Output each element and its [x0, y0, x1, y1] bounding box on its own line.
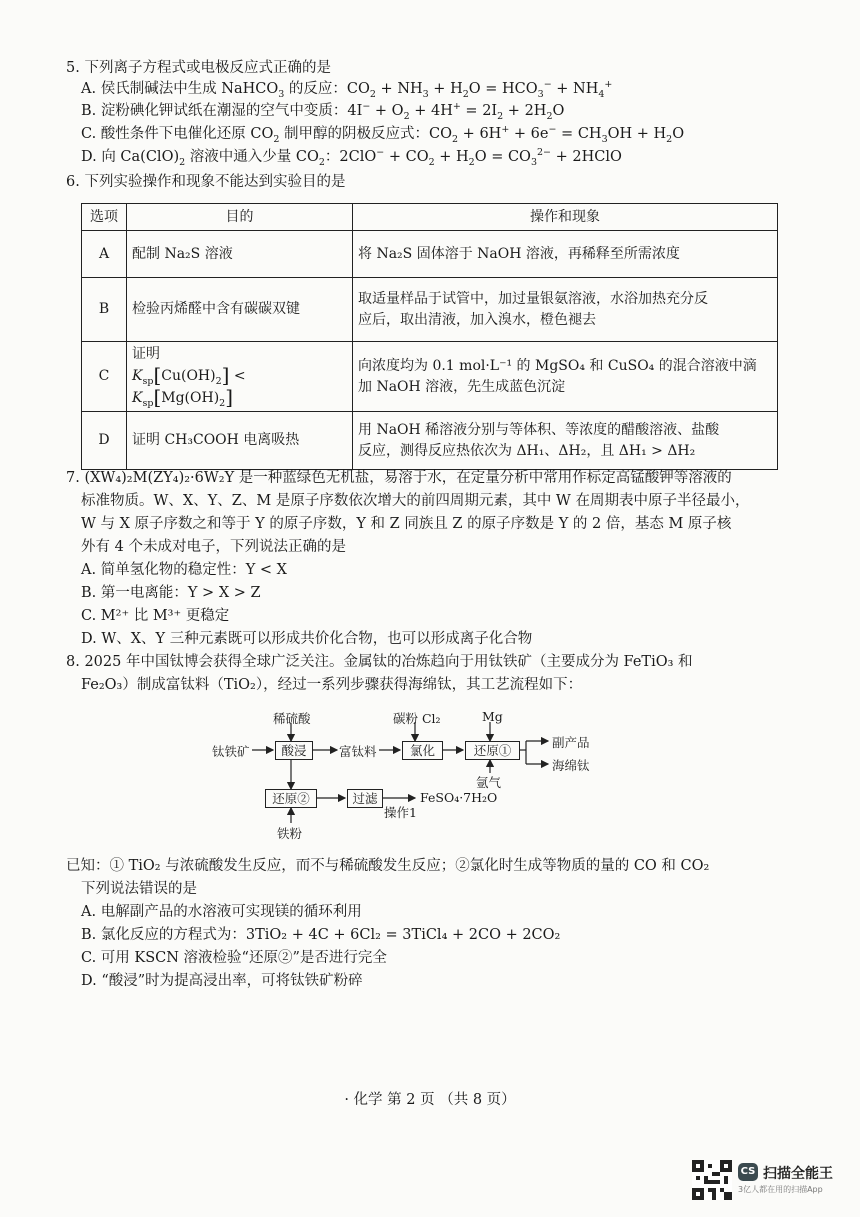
flow-dilute-sulfuric-acid: 稀硫酸	[273, 711, 311, 726]
cs-logo: CS	[738, 1163, 758, 1181]
flow-filter-box: 过滤	[347, 789, 383, 808]
q8-option-b: B. 氯化反应的方程式为：3TiO₂ + 4C + 6Cl₂ = 3TiCl₄ + 2CO + 2CO₂	[81, 927, 561, 943]
q5-option-b: B. 淀粉碘化钾试纸在潮湿的空气中变质：$4I^- + O_2 + 4H^+ = 2I_2 + 2H_2O$	[81, 101, 565, 122]
row-goal: 配制 Na₂S 溶液	[127, 231, 353, 278]
flow-sponge-titanium: 海绵钛	[552, 758, 590, 773]
q8-known-line2: 下列说法错误的是	[81, 881, 197, 897]
q7-stem-line4: 外有 4 个未成对电子，下列说法正确的是	[81, 539, 346, 555]
q5-stem: 5. 下列离子方程式或电极反应式正确的是	[66, 60, 331, 76]
table-row	[82, 342, 778, 412]
row-goal: 检验丙烯醛中含有碳碳双键	[127, 278, 353, 342]
table-row	[82, 278, 778, 342]
row-option: C	[82, 342, 127, 412]
page-footer: · 化学 第 2 页 （共 8 页）	[344, 1092, 516, 1108]
q6-stem: 6. 下列实验操作和现象不能达到实验目的是	[66, 174, 346, 190]
q6-table	[81, 203, 778, 470]
q7-option-a: A. 简单氢化物的稳定性：Y < X	[81, 562, 287, 578]
header-goal: 目的	[127, 204, 353, 231]
q8-stem-line2: Fe₂O₃）制成富钛料（TiO₂），经过一系列步骤获得海绵钛，其工艺流程如下：	[81, 677, 583, 693]
row-option: D	[82, 412, 127, 470]
flow-byproduct: 副产品	[552, 735, 590, 750]
q7-stem-line3: W 与 X 原子序数之和等于 Y 的原子序数，Y 和 Z 同族且 Z 的原子序数是 Y 的 2 倍，基态 M 原子核	[81, 516, 732, 532]
qr-code-icon	[692, 1160, 732, 1200]
flow-reduction2-box: 还原②	[265, 789, 317, 808]
row-operation: 取适量样品于试管中，加过量银氨溶液，水浴加热充分反 应后，取出清液，加入溴水，橙色褪去	[353, 278, 778, 342]
q8-stem-line1: 8. 2025 年中国钛博会获得全球广泛关注。金属钛的冶炼趋向于用钛铁矿（主要成分为 FeTiO₃ 和	[66, 654, 693, 670]
flow-mg: Mg	[482, 709, 503, 724]
header-option: 选项	[82, 204, 127, 231]
row-operation: 用 NaOH 稀溶液分别与等体积、等浓度的醋酸溶液、盐酸 反应，测得反应热依次为 ΔH₁、ΔH₂，且 ΔH₁ > ΔH₂	[353, 412, 778, 470]
row-operation: 将 Na₂S 固体溶于 NaOH 溶液，再稀释至所需浓度	[353, 231, 778, 278]
flow-chlorination-box: 氯化	[402, 741, 443, 760]
flow-carbon-chlorine: 碳粉 Cl₂	[393, 711, 441, 726]
header-operation: 操作和现象	[353, 204, 778, 231]
q8-option-d: D. “酸浸”时为提高浸出率，可将钛铁矿粉碎	[81, 973, 363, 989]
flow-reduction1-box: 还原①	[465, 741, 520, 760]
flow-operation1: 操作1	[384, 805, 417, 820]
table-row	[82, 412, 778, 470]
q7-stem-line2: 标准物质。W、X、Y、Z、M 是原子序数依次增大的前四周期元素，其中 W 在周期表中原子半径最小，	[81, 493, 750, 509]
row-option: B	[82, 278, 127, 342]
table-row	[82, 231, 778, 278]
flow-acid-leach-box: 酸浸	[275, 741, 313, 760]
q8-known-line1: 已知：① TiO₂ 与浓硫酸发生反应，而不与稀硫酸发生反应；②氯化时生成等物质的量的 CO 和 CO₂	[66, 858, 710, 874]
q5-option-a: A. 侯氏制碱法中生成 NaHCO$_3$ 的反应：$CO_2 + NH_3 + H_2O = HCO_3^- + NH_4^+$	[81, 79, 613, 100]
q8-option-a: A. 电解副产品的水溶液可实现镁的循环利用	[81, 904, 362, 920]
q8-option-c: C. 可用 KSCN 溶液检验“还原②”是否进行完全	[81, 950, 387, 966]
q5-option-c: C. 酸性条件下电催化还原 $CO_2$ 制甲醇的阴极反应式：$CO_2 + 6H^+ + 6e^- = CH_3OH + H_2O$	[81, 124, 685, 145]
q7-option-d: D. W、X、Y 三种元素既可以形成共价化合物，也可以形成离子化合物	[81, 631, 533, 647]
flow-ilmenite: 钛铁矿	[212, 744, 250, 759]
flow-ferrous-sulfate: FeSO₄·7H₂O	[420, 790, 498, 805]
process-flow-diagram	[200, 705, 620, 845]
row-goal: 证明 CH₃COOH 电离吸热	[127, 412, 353, 470]
row-operation: 向浓度均为 0.1 mol·L⁻¹ 的 MgSO₄ 和 CuSO₄ 的混合溶液中滴 加 NaOH 溶液，先生成蓝色沉淀	[353, 342, 778, 412]
q5-option-d: D. 向 $Ca(ClO)_2$ 溶液中通入少量 $CO_2$：$2ClO^- + CO_2 + H_2O = CO_3^{2-}$ + 2HClO	[81, 147, 622, 168]
scanner-name: 扫描全能王	[763, 1166, 833, 1182]
q7-option-c: C. M²⁺ 比 M³⁺ 更稳定	[81, 608, 230, 624]
row-option: A	[82, 231, 127, 278]
row-goal: 证明 $K_{sp}[Cu(OH)_2] < K_{sp}[Mg(OH)_2]$	[127, 342, 353, 412]
q7-option-b: B. 第一电离能：Y > X > Z	[81, 585, 261, 601]
flow-iron-powder: 铁粉	[277, 826, 303, 841]
flow-argon: 氩气	[476, 775, 502, 790]
q7-stem-line1: 7. (XW₄)₂M(ZY₄)₂·6W₂Y 是一种蓝绿色无机盐，易溶于水，在定量分析中常用作标定高锰酸钾等溶液的	[66, 470, 732, 486]
table-header-row	[82, 204, 778, 231]
scanner-tagline: 3亿人都在用的扫描App	[738, 1185, 823, 1194]
flow-titanium-rich: 富钛料	[339, 744, 377, 759]
